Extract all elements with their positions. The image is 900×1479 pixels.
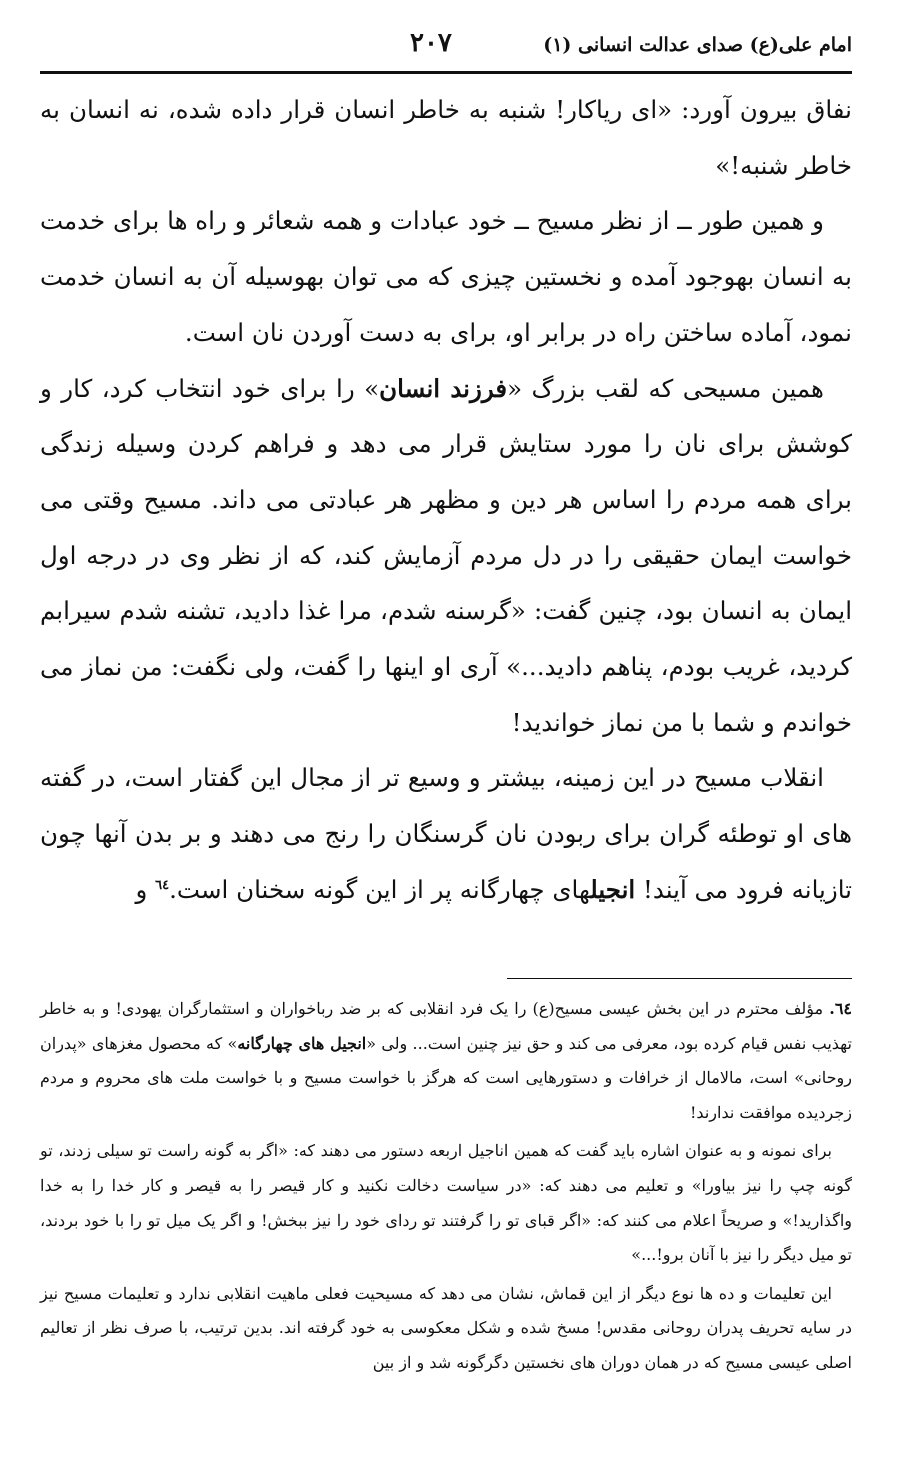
footnote-reference[interactable]: ٦٤ <box>155 877 170 893</box>
paragraph-2 <box>40 193 852 360</box>
paragraph-3-text-end: » را برای خود انتخاب کرد، کار و کوشش برای نان را مورد ستایش قرار می دهد و فراهم کردن وسیله زندگی برای همه مردم را اساس هر دین و مظهر هر عبادتی می داند. مسیح وقتی می خواست ایمان حقیقی را در دل مردم آزمایش کند، که از نظر وی در درجه اول ایمان به انسان بود، چنین گفت: «گرسنه شدم، مرا غذا دادید، تشنه شدم سیرابم کردید، غریب بودم، پناهم دادید...» آری او اینها را گفت، ولی نگفت: من نماز می خواندم و شما با من نماز خواندید! <box>40 373 852 737</box>
paragraph-1 <box>40 82 852 193</box>
paragraph-3-text-start: همین مسیحی که لقب بزرگ « <box>507 373 824 403</box>
footnote-paragraph-3 <box>40 1277 852 1381</box>
header-rule <box>40 71 852 74</box>
footnote-64-text-start: مؤلف محترم در این بخش عیسی مسیح(ع) را یک فرد انقلابی که بر ضد رباخواران و استثمارگران یهودی! و به خاطر تهذیب نفس قیام کرده بود، معرفی می کند و حق نیز چنین است... ولی « <box>40 999 852 1053</box>
paragraph-3 <box>40 361 852 751</box>
paragraph-4-trailing: و <box>135 874 156 904</box>
book-page <box>40 0 852 1479</box>
main-text <box>40 82 852 918</box>
paragraph-4-text-start: انقلاب مسیح در این زمینه، بیشتر و وسیع تر از مجال این گفتار است، در گفته های او توطئه گران برای ربودن نان گرسنگان را رنج می دهند و بر بدن آنها چون تازیانه فرود می آیند! <box>40 763 852 904</box>
paragraph-4-text-end: های چهارگانه پر از این گونه سخنان است. <box>169 874 591 904</box>
page-number: ۲۰۷ <box>410 28 452 58</box>
footnote-64-bold-term: انجیل های چهارگانه <box>237 1033 367 1053</box>
footnote-paragraph-3-text: این تعلیمات و ده ها نوع دیگر از این قماش، نشان می دهد که مسیحیت فعلی ماهیت انقلابی ندارد و تعلیمات مسیح نیز در سایه تحریف پدران روحانی مقدس! مسخ شده و شکل معکوسی به خود گرفته اند. بدین ترتیب، با صرف نظر از تعالیم اصلی عیسی مسیح که در همان دوران های نخستین دگرگونه شد و از بین <box>40 1283 852 1372</box>
footnote-paragraph-2 <box>40 1134 852 1272</box>
footnote-64-text-end: » که محصول مغزهای «پدران روحانی» است، مالامال از خرافات و دستورهایی است که هرگز با خواست مسیح و با خواست ملت های محروم و مردم زجردیده موافقت ندارند! <box>40 1033 852 1122</box>
footnotes <box>40 992 852 1385</box>
running-header <box>40 30 852 70</box>
paragraph-1-text: نفاق بیرون آورد: «ای ریاکار! شنبه به خاطر انسان قرار داده شده، نه انسان به خاطر شنبه!» <box>40 95 852 180</box>
paragraph-3-bold-term: فرزند انسان <box>379 373 508 403</box>
paragraph-2-text: و همین طور ــ از نظر مسیح ــ خود عبادات و همه شعائر و راه ها برای خدمت به انسان بهوجود آمده و نخستین چیزی که می توان بهوسیله آن به انسان خدمت نمود، آماده ساختن راه در برابر او، برای به دست آوردن نان است. <box>40 206 852 347</box>
footnote-paragraph-2-text: برای نمونه و به عنوان اشاره باید گفت که همین اناجیل اربعه دستور می دهند که: «اگر به گونه راست تو سیلی زدند، تو گونه چپ را نیز بیاورا» و تعلیم می دهند که: «در سیاست دخالت نکنید و کار قیصر را به قیصر و کار خدا را به خدا واگذارید!» و صریحاً اعلام می کنند که: «اگر قبای تو را گرفتند تو ردای خود را نیز ببخش! و اگر یک میل تو را با خود بردند، تو میل دیگر را نیز با آنان برو!...» <box>40 1141 852 1265</box>
paragraph-4-bold-term: انجیل <box>590 874 636 904</box>
footnote-64 <box>40 992 852 1130</box>
book-title: امام علی(ع) صدای عدالت انسانی (۱) <box>543 34 852 56</box>
footnote-label: ٦٤. <box>829 999 852 1018</box>
footnote-rule <box>507 978 852 979</box>
paragraph-4 <box>40 750 852 917</box>
